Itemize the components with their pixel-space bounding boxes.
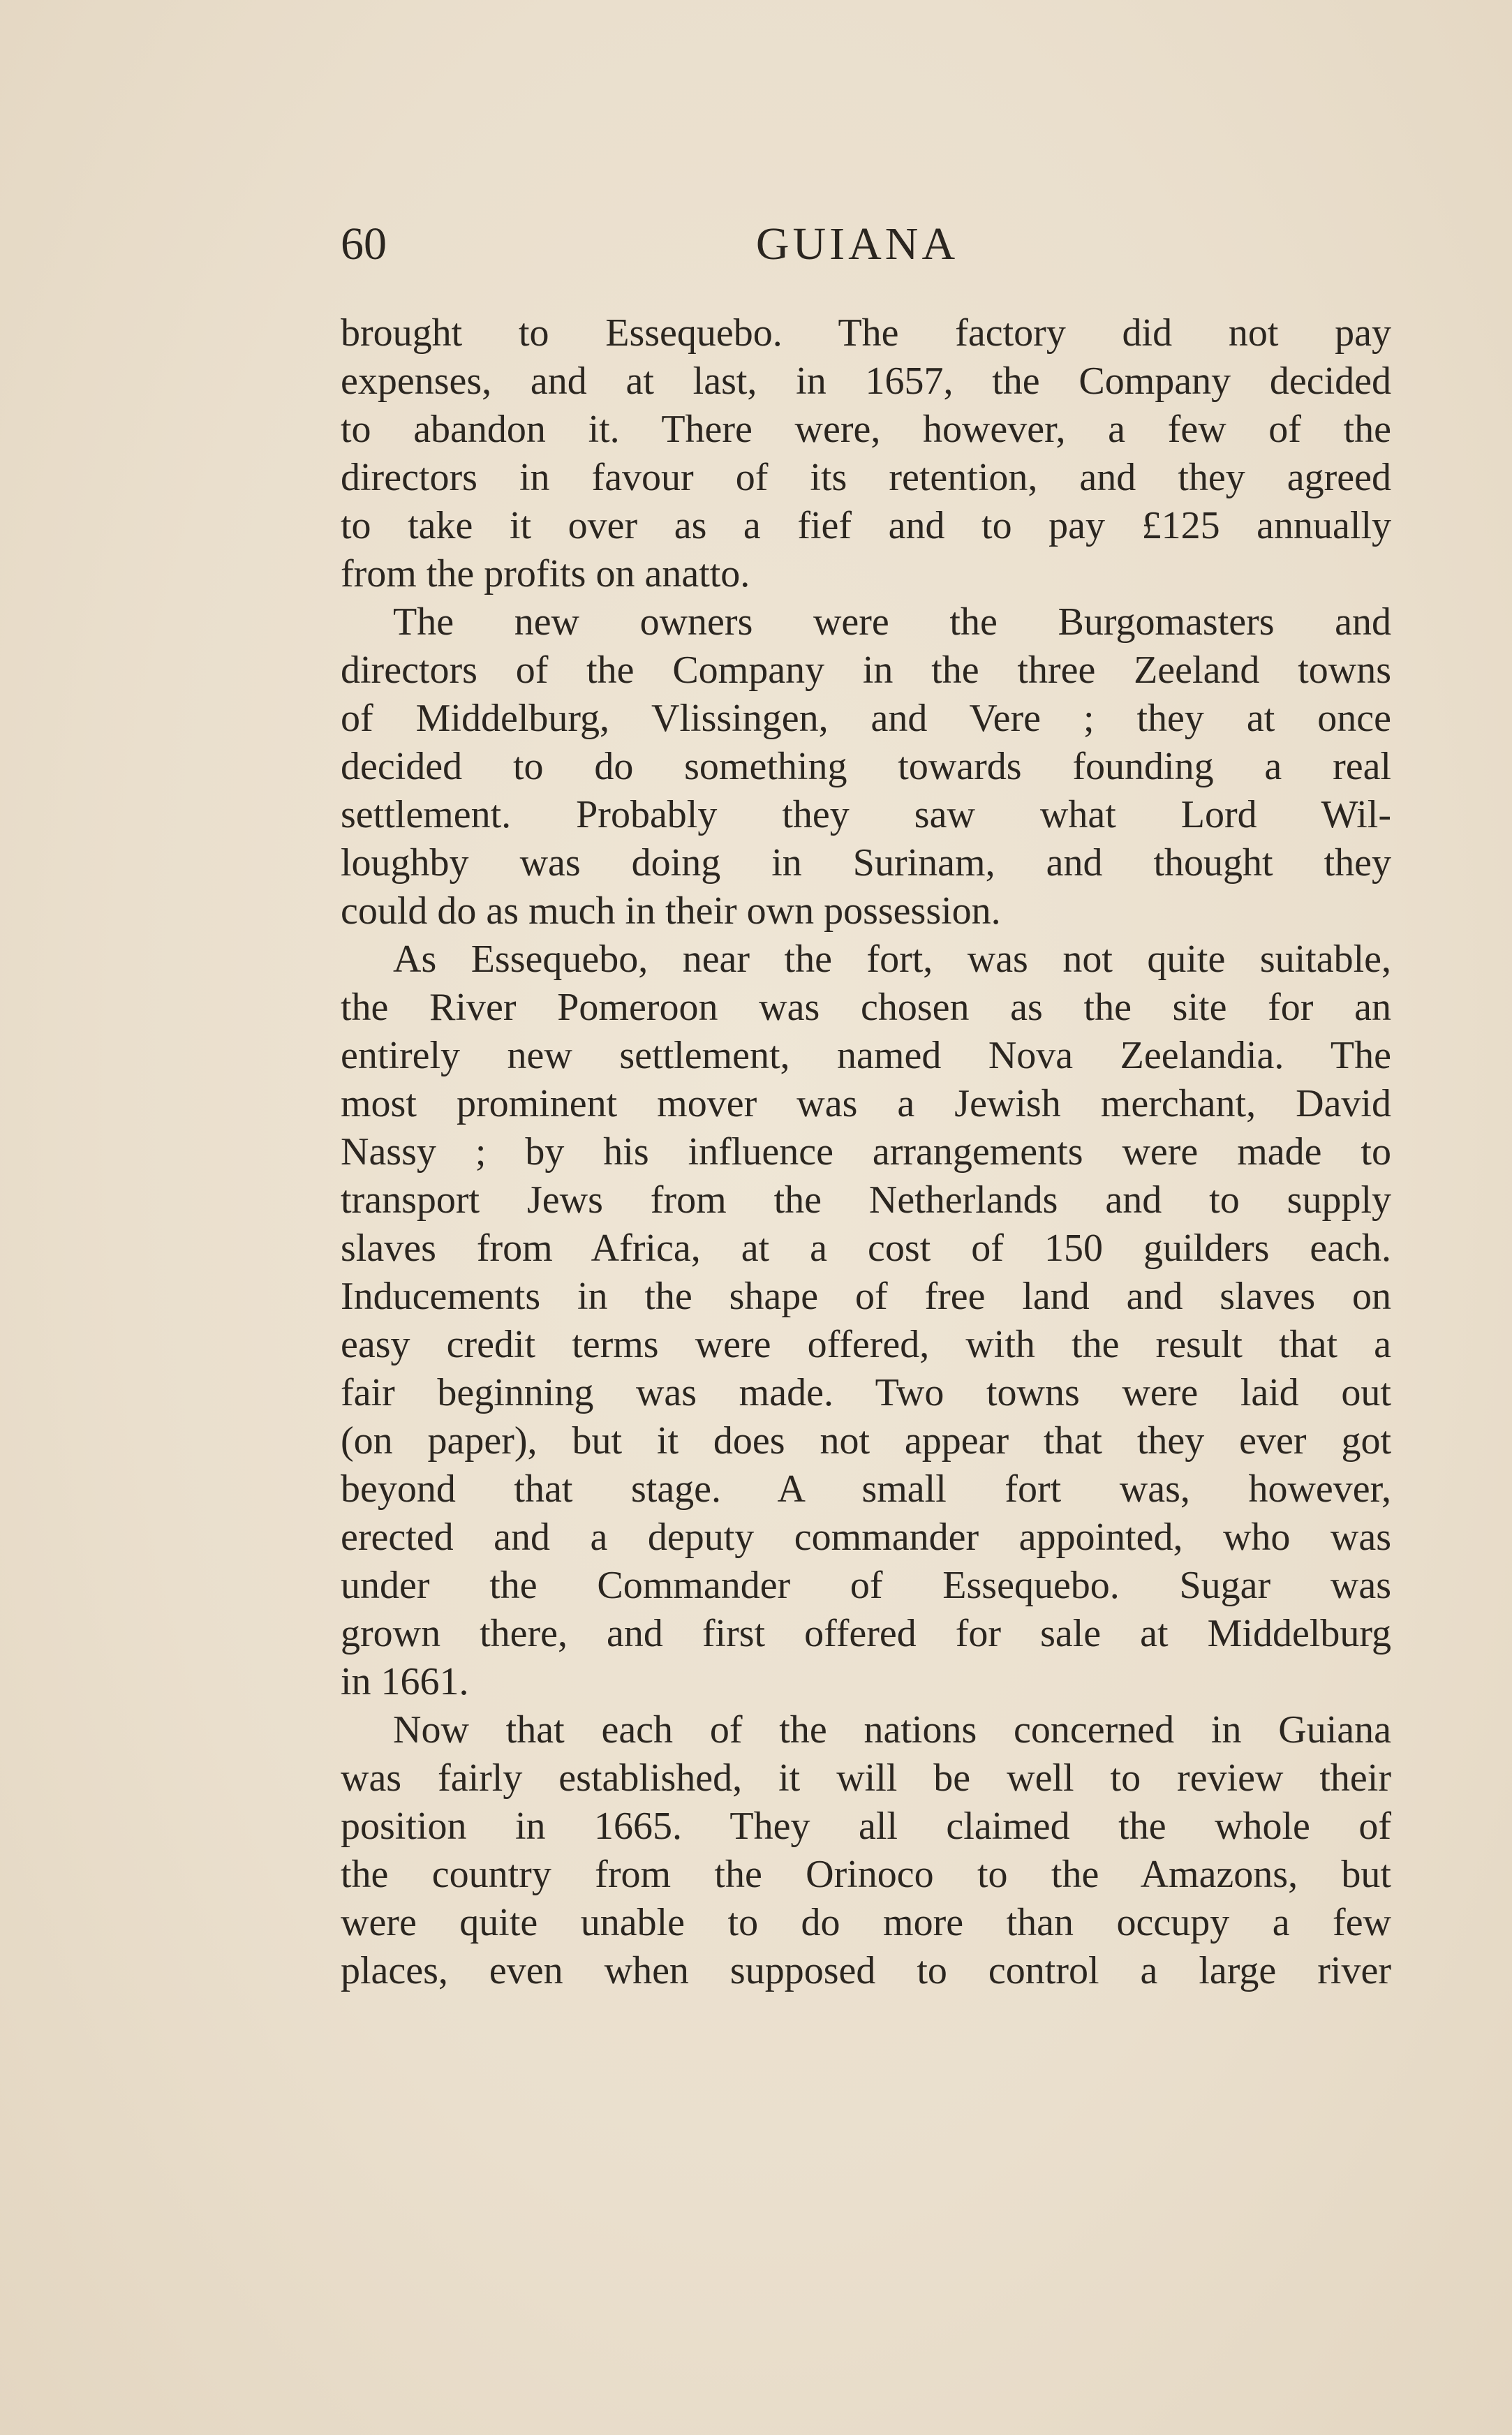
text-line: in 1661.	[341, 1660, 469, 1703]
paragraph-2	[341, 598, 1391, 935]
text-line: to abandon it. There were, however, a few of the	[341, 408, 1391, 451]
text-line: transport Jews from the Netherlands and to supply	[341, 1178, 1391, 1222]
text-line: directors of the Company in the three Zeeland towns	[341, 649, 1391, 692]
text-line: could do as much in their own possession.	[341, 889, 1001, 933]
text-line: under the Commander of Essequebo. Sugar was	[341, 1564, 1391, 1607]
page-number: 60	[341, 219, 387, 269]
text-line: Inducements in the shape of free land and slaves on	[341, 1275, 1391, 1318]
text-line: directors in favour of its retention, and they agreed	[341, 456, 1391, 499]
text-line: were quite unable to do more than occupy a few	[341, 1901, 1391, 1944]
text-line: (on paper), but it does not appear that they ever got	[341, 1419, 1391, 1463]
body-text	[341, 309, 1391, 1995]
text-line: Now that each of the nations concerned in Guiana	[393, 1708, 1391, 1752]
text-line: places, even when supposed to control a large river	[341, 1949, 1391, 1992]
paragraph-3	[341, 935, 1391, 1706]
text-line: decided to do something towards founding a real	[341, 745, 1391, 788]
text-line: easy credit terms were offered, with the result that a	[341, 1323, 1391, 1366]
running-head: GUIANA	[755, 219, 959, 269]
text-line: from the profits on anatto.	[341, 552, 750, 595]
text-line: settlement. Probably they saw what Lord Wil-	[341, 793, 1391, 836]
text-line: erected and a deputy commander appointed, who was	[341, 1516, 1391, 1559]
page-header	[341, 209, 1396, 279]
text-line: loughby was doing in Surinam, and thought they	[341, 841, 1391, 885]
text-line: was fairly established, it will be well to review their	[341, 1756, 1391, 1800]
text-line: the country from the Orinoco to the Amazons, but	[341, 1853, 1391, 1896]
text-line: expenses, and at last, in 1657, the Company decided	[341, 360, 1391, 403]
paragraph-4	[341, 1706, 1391, 1995]
text-line: The new owners were the Burgomasters and	[393, 600, 1391, 644]
text-line: the River Pomeroon was chosen as the site for an	[341, 986, 1391, 1029]
text-line: grown there, and first offered for sale at Middelburg	[341, 1612, 1391, 1655]
text-line: brought to Essequebo. The factory did not pay	[341, 311, 1391, 355]
text-line: beyond that stage. A small fort was, however,	[341, 1467, 1391, 1511]
text-line: slaves from Africa, at a cost of 150 guilders each.	[341, 1227, 1391, 1270]
text-line: of Middelburg, Vlissingen, and Vere ; they at once	[341, 697, 1391, 740]
paragraph-1	[341, 309, 1391, 598]
text-line: position in 1665. They all claimed the whole of	[341, 1805, 1391, 1848]
text-line: entirely new settlement, named Nova Zeelandia. The	[341, 1034, 1391, 1077]
text-line: to take it over as a fief and to pay £125 annually	[341, 504, 1391, 547]
text-line: Nassy ; by his influence arrangements were made to	[341, 1130, 1391, 1174]
text-line: most prominent mover was a Jewish merchant, David	[341, 1082, 1391, 1125]
text-line: fair beginning was made. Two towns were laid out	[341, 1371, 1391, 1414]
text-line: As Essequebo, near the fort, was not quite suitable,	[393, 938, 1391, 981]
